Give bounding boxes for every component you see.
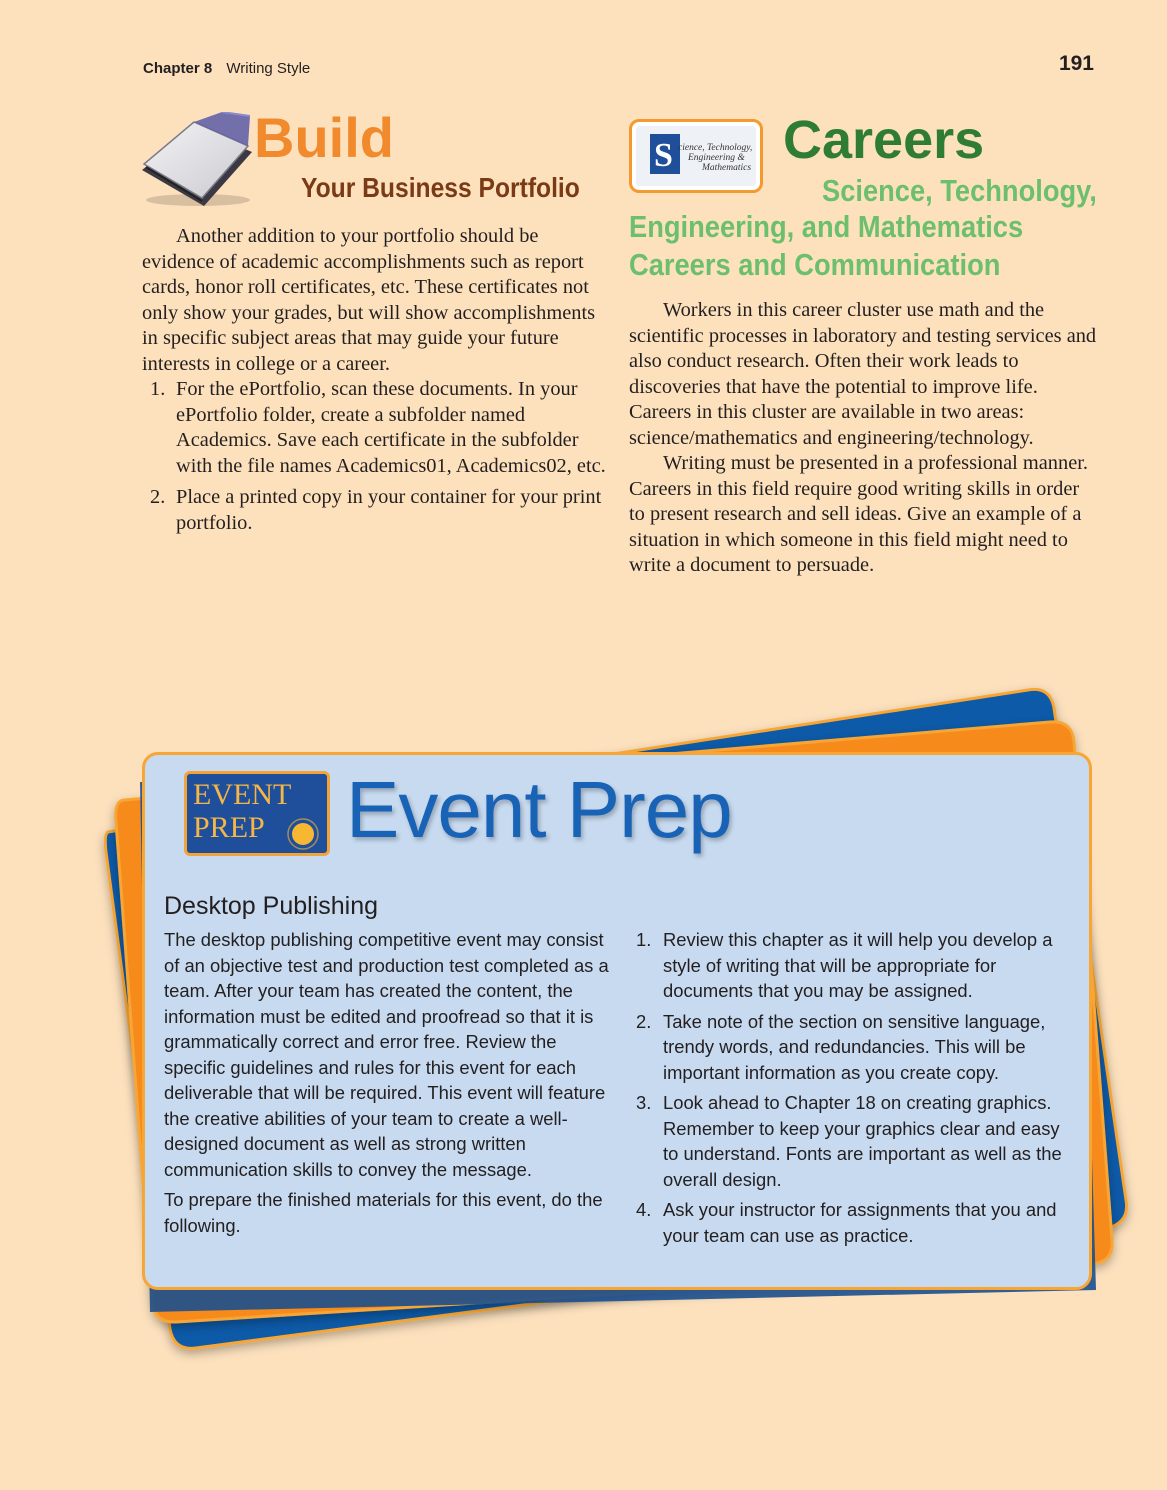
list-text: Place a printed copy in your container for your print portfolio. (176, 486, 602, 534)
list-text: Ask your instructor for assignments that you and your team can use as practice. (663, 1199, 1057, 1246)
list-number: 2. (636, 1010, 652, 1032)
careers-paragraph: Writing must be presented in a professional manner. Careers in this field require good writing skills in order to present research and sell ideas. Give an example of a situation in which someone in this field might need to write a document to persuade. (629, 452, 1089, 576)
build-subtitle: Your Business Portfolio (301, 172, 580, 203)
stem-badge-line1: cience, Technology, (678, 143, 753, 153)
page-number: 191 (1058, 52, 1094, 75)
list-text: Review this chapter as it will help you develop a style of writing that will be appropriate for documents that you may be assigned. (663, 929, 1053, 1001)
careers-title: Careers (783, 110, 985, 170)
event-logo-line1: EVENT (193, 778, 292, 811)
event-prep-logo (184, 771, 330, 856)
build-intro: Another addition to your portfolio should be evidence of academic accomplishments such as report cards, honor roll certificates, etc. These certificates not only show your grades, but will show accomplishments in specific subject areas that may guide your future interests in college or a career. (142, 225, 596, 375)
list-item (633, 1197, 1073, 1248)
event-paragraph: To prepare the finished materials for this event, do the following. (164, 1189, 603, 1236)
list-number: 1. (150, 378, 166, 400)
event-paragraph: The desktop publishing competitive event may consist of an objective test and production test completed as a team. After your team has created the content, the information must be edited and proofread so that it is grammatically correct and error free. Review the specific guidelines and rules for this event for each deliverable that will be required. This event will feature the creative abilities of your team to create a well-designed document as well as strong written communication skills to convey the message. (164, 929, 609, 1180)
sun-icon (283, 814, 323, 854)
stem-badge-line2: Engineering & (688, 153, 745, 163)
list-text: For the ePortfolio, scan these documents. In your ePortfolio folder, create a subfolder named Academics. Save each certificate in the subfolder with the file names Academics01, Academics02, etc. (176, 378, 606, 477)
careers-subtitle-line3: Careers and Communication (629, 247, 1001, 282)
stem-badge-letter: S (654, 137, 673, 174)
careers-subtitle-line2: Engineering, and Mathematics (629, 209, 1024, 244)
careers-paragraph: Workers in this career cluster use math and the scientific processes in laboratory and testing services and also conduct research. Often their work leads to discoveries that have the potential to improve life. Careers in this cluster are available in two areas: science/mathematics and engineering/technology. (629, 299, 1097, 449)
event-prep-title: Event Prep (346, 765, 732, 854)
build-title: Build (254, 106, 394, 169)
careers-subtitle-line1: Science, Technology, (822, 173, 1097, 208)
list-item (633, 1009, 1073, 1086)
event-logo-line2: PREP (193, 811, 265, 844)
list-number: 2. (150, 486, 166, 508)
stem-badge-line3: Mathematics (702, 163, 752, 173)
event-steps-list (633, 927, 1073, 1248)
event-steps (633, 927, 1073, 1248)
list-item (633, 927, 1073, 1004)
list-text: Take note of the section on sensitive language, trendy words, and redundancies. This will be important information as you create copy. (663, 1010, 1046, 1083)
list-number: 3. (636, 1092, 652, 1113)
list-text: Look ahead to Chapter 18 on creating graphics. Remember to keep your graphics clear and easy to understand. Fonts are important as well as the overall design. (663, 1092, 1062, 1190)
list-number: 4. (636, 1199, 652, 1220)
event-description (164, 927, 610, 1238)
list-item (633, 1090, 1073, 1192)
event-heading: Desktop Publishing (164, 892, 379, 920)
chapter-title: Writing Style (226, 60, 311, 77)
list-number: 1. (636, 929, 652, 950)
chapter-label: Chapter 8 (143, 60, 213, 77)
